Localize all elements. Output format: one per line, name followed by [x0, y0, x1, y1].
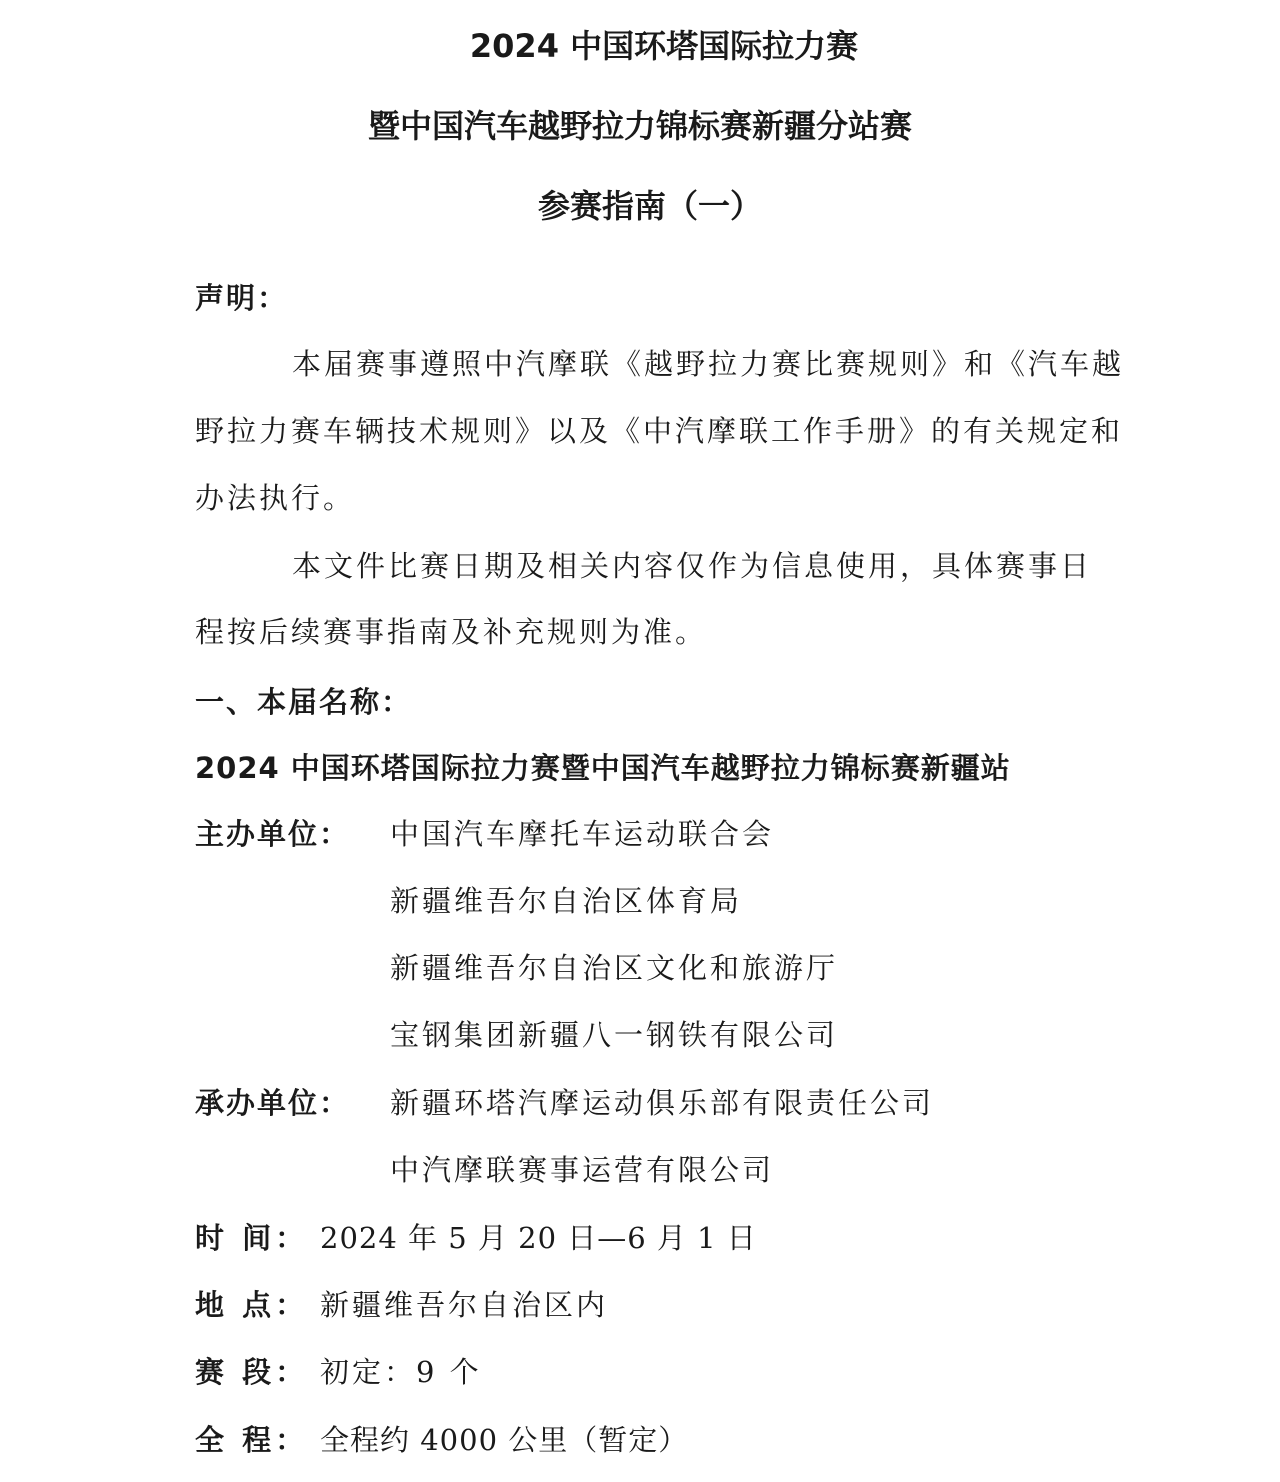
organizer-item: 宝钢集团新疆八一钢铁有限公司 [390, 1018, 839, 1052]
place-value: 新疆维吾尔自治区内 [320, 1288, 609, 1322]
title-line-1: 2024 中国环塔国际拉力赛 [469, 27, 859, 65]
hosts-label: 承办单位： [195, 1086, 351, 1120]
distance-label: 全 程： [195, 1423, 309, 1457]
statement-para1-line3: 办法执行。 [195, 481, 356, 515]
statement-para2-line2: 程按后续赛事指南及补充规则为准。 [195, 615, 708, 649]
stages-value: 初定：9 个 [320, 1355, 482, 1389]
organizer-item: 新疆维吾尔自治区文化和旅游厅 [390, 951, 839, 985]
statement-para1-line1: 本届赛事遵照中汽摩联《越野拉力赛比赛规则》和《汽车越 [292, 347, 1125, 381]
host-item: 新疆环塔汽摩运动俱乐部有限责任公司 [390, 1086, 935, 1120]
section1-heading: 一、本届名称： [195, 685, 413, 719]
host-item: 中汽摩联赛事运营有限公司 [390, 1153, 775, 1187]
title-line-2: 暨中国汽车越野拉力锦标赛新疆分站赛 [367, 107, 912, 145]
organizer-item: 新疆维吾尔自治区体育局 [390, 884, 743, 918]
statement-para1-line2: 野拉力赛车辆技术规则》以及《中汽摩联工作手册》的有关规定和 [195, 414, 1124, 448]
organizer-item: 中国汽车摩托车运动联合会 [390, 817, 775, 851]
event-name: 2024 中国环塔国际拉力赛暨中国汽车越野拉力锦标赛新疆站 [195, 751, 1011, 785]
organizers-label: 主办单位： [195, 817, 351, 851]
time-label: 时 间： [195, 1221, 309, 1255]
distance-value: 全程约 4000 公里（暂定） [320, 1423, 689, 1457]
statement-heading: 声明： [195, 281, 289, 315]
stages-label: 赛 段： [195, 1355, 309, 1389]
place-label: 地 点： [195, 1288, 309, 1322]
statement-para2-line1: 本文件比赛日期及相关内容仅作为信息使用，具体赛事日 [292, 549, 1093, 583]
title-line-3: 参赛指南（一） [537, 187, 762, 225]
time-value: 2024 年 5 月 20 日—6 月 1 日 [320, 1221, 757, 1255]
